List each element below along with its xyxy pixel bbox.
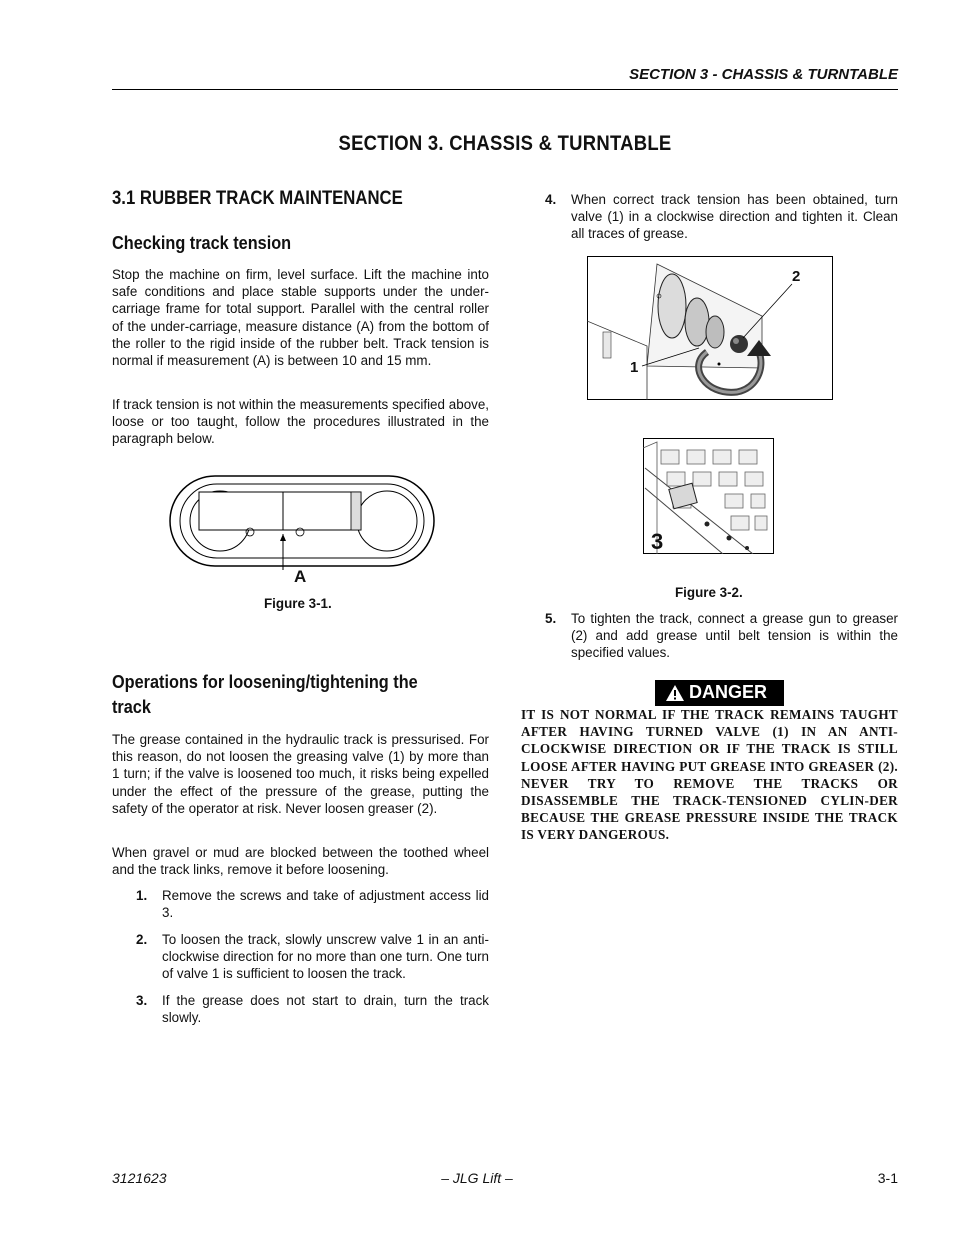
paragraph-grease-pressure: The grease contained in the hydraulic track is pressurised. For this reason, do not loosen the greasing valve (1) by more than 1 turn; if the valve is loosened too much, it risks being expelled under the effect of the pressure of the grease, putting the safety of the operator at risk. Never loosen greaser (2). bbox=[112, 732, 489, 816]
danger-warning-text: IT IS NOT NORMAL IF THE TRACK REMAINS TAUGHT AFTER HAVING TURNED VALVE (1) IN AN ANTI-CLOCKWISE DIRECTION OR IF THE TRACK IS STILL LOOSE AFTER HAVING PUT GREASE INTO GREASER (2). NEVER TRY TO REMOVE THE TRACKS OR DISASSEMBLE THE TRACK-TENSIONED CYLIN-DER BECAUSE THE GREASE PRESSURE INSIDE THE TRACK IS VERY DANGEROUS. bbox=[521, 707, 898, 843]
paragraph-checking: Stop the machine on firm, level surface. Lift the machine into safe conditions and place stable supports under the under-carriage frame for total support. Parallel with the central roller of the under-carriage, measure distance (A) from the bottom of the roller to the rigid inside of the rubber belt. Track tension is normal if measurement (A) is between 10 and 15 mm. bbox=[112, 267, 489, 369]
figure-3-2-label-2: 2 bbox=[792, 268, 801, 285]
step-number: 3. bbox=[136, 993, 148, 1008]
footer-page-number: 3-1 bbox=[877, 1170, 898, 1186]
step-number: 2. bbox=[136, 932, 148, 947]
paragraph-tension-out-of-spec: If track tension is not within the measurements specified above, loose or too taught, follow the procedures illustrated in the paragraph below. bbox=[112, 397, 489, 447]
list-item-step-3 bbox=[136, 992, 489, 1026]
header-rule bbox=[112, 89, 898, 90]
paragraph-gravel-mud: When gravel or mud are blocked between the toothed wheel and the track links, remove it before loosening. bbox=[112, 845, 489, 878]
step-text: If the grease does not start to drain, turn the track slowly. bbox=[162, 993, 489, 1026]
danger-badge bbox=[655, 680, 784, 706]
step-text: To tighten the track, connect a grease gun to greaser (2) and add grease until belt tension is within the specified values. bbox=[571, 611, 898, 661]
step-number: 1. bbox=[136, 888, 148, 903]
list-item-step-5 bbox=[545, 610, 898, 662]
step-text: When correct track tension has been obtained, turn valve (1) in a clockwise direction and tighten it. Clean all traces of grease. bbox=[571, 192, 898, 242]
step-text: To loosen the track, slowly unscrew valve 1 in an anti-clockwise direction for no more than one turn. One turn of valve 1 is sufficient to loosen the track. bbox=[162, 932, 489, 982]
figure-3-2-label-1: 1 bbox=[630, 359, 639, 376]
step-text: Remove the screws and take of adjustment access lid 3. bbox=[162, 888, 489, 921]
figure-3-2-caption: Figure 3-2. bbox=[675, 585, 743, 600]
danger-label: DANGER bbox=[689, 682, 768, 702]
warning-triangle-icon bbox=[665, 684, 685, 702]
subheading-checking-track-tension: Checking track tension bbox=[112, 232, 292, 253]
subheading-loosening-tightening: Operations for loosening/tightening the track bbox=[112, 671, 418, 717]
figure-3-1-caption: Figure 3-1. bbox=[264, 596, 332, 611]
list-item-step-1 bbox=[136, 887, 489, 921]
section-title: SECTION 3. CHASSIS & TURNTABLE bbox=[338, 132, 672, 155]
footer-center: – JLG Lift – bbox=[441, 1170, 513, 1186]
list-item-step-4 bbox=[545, 191, 898, 243]
heading-rubber-track-maintenance: 3.1 RUBBER TRACK MAINTENANCE bbox=[112, 188, 403, 209]
step-number: 4. bbox=[545, 192, 557, 207]
list-item-step-2 bbox=[136, 931, 489, 983]
footer-doc-number: 3121623 bbox=[112, 1170, 167, 1186]
step-number: 5. bbox=[545, 611, 557, 626]
figure-3-1-label-a: A bbox=[294, 567, 307, 586]
figure-3-2-label-3: 3 bbox=[651, 529, 664, 554]
running-header: SECTION 3 - CHASSIS & TURNTABLE bbox=[629, 66, 898, 83]
